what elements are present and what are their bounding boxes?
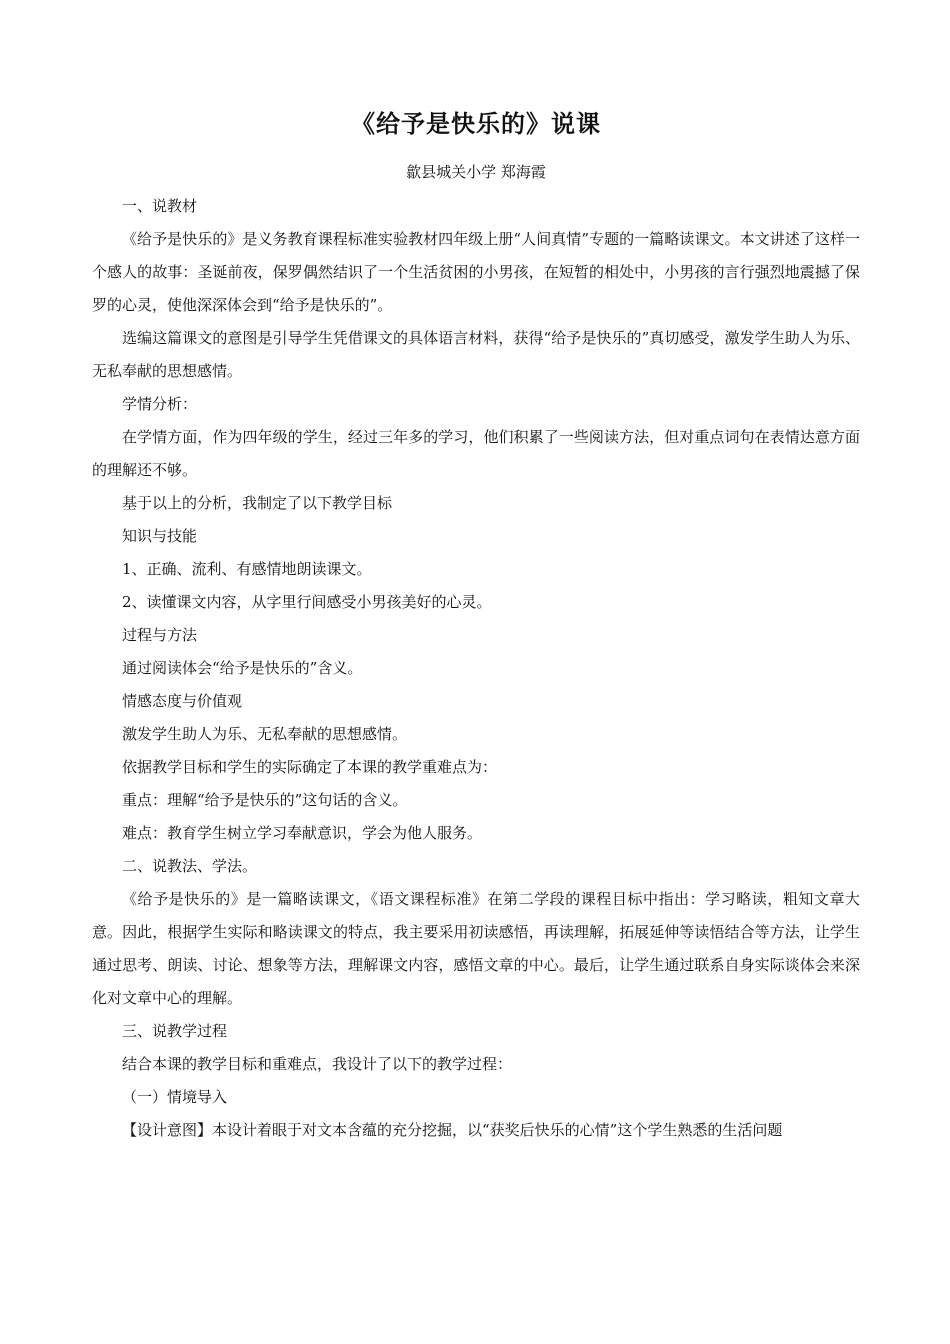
paragraph-design-intent: 【设计意图】本设计着眼于对文本含蕴的充分挖掘，以“获奖后快乐的心情”这个学生熟悉的生活问题 [122,1121,783,1139]
subheading-process-methods: 过程与方法 [122,626,198,644]
document-page [92,108,860,1147]
section-heading-textbook: 一、说教材 [122,197,198,215]
paragraph-emotion-values: 激发学生助人为乐、无私奉献的思想感情。 [122,725,408,743]
section-heading-methods: 二、说教法、学法。 [122,857,258,875]
subheading-emotion-values: 情感态度与价值观 [122,692,243,710]
paragraph-key-point: 重点：理解“给予是快乐的”这句话的含义。 [122,791,408,809]
subheading-learner-analysis: 学情分析： [122,395,198,413]
objective-item-1: 1、正确、流利、有感情地朗读课文。 [122,560,372,578]
paragraph-difficult-point: 难点：教育学生树立学习奉献意识，学会为他人服务。 [122,824,483,842]
paragraph-selection-intent: 选编这篇课文的意图是引导学生凭借课文的具体语言材料，获得“给予是快乐的”真切感受，激发学生助人为乐、无私奉献的思想感情。 [92,329,860,380]
paragraph-objectives-intro: 基于以上的分析，我制定了以下教学目标 [122,494,393,512]
paragraph-process-methods: 通过阅读体会“给予是快乐的”含义。 [122,659,363,677]
paragraph-methods: 《给予是快乐的》是一篇略读课文，《语文课程标准》在第二学段的课程目标中指出：学习略读，粗知文章大意。因此，根据学生实际和略读课文的特点，我主要采用初读感悟，再读理解，拓展延伸等读悟结合等方法，让学生通过思考、朗读、讨论、想象等方法，理解课文内容，感悟文章的中心。最后，让学生通过联系自身实际谈体会来深化对文章中心的理解。 [92,890,860,1007]
paragraph-key-points-intro: 依据教学目标和学生的实际确定了本课的教学重难点为： [122,758,498,776]
objective-item-2: 2、读懂课文内容，从字里行间感受小男孩美好的心灵。 [122,593,492,611]
document-title: 《给予是快乐的》说课 [351,110,601,138]
section-heading-process: 三、说教学过程 [122,1022,228,1040]
paragraph-textbook-intro: 《给予是快乐的》是义务教育课程标准实验教材四年级上册“人间真情”专题的一篇略读课文。本文讲述了这样一个感人的故事：圣诞前夜，保罗偶然结识了一个生活贫困的小男孩，在短暂的相处中，小男孩的言行强烈地震撼了保罗的心灵，使他深深体会到“给予是快乐的”。 [92,230,860,314]
paragraph-process-intro: 结合本课的教学目标和重难点，我设计了以下的教学过程： [122,1055,513,1073]
paragraph-learner-analysis: 在学情方面，作为四年级的学生，经过三年多的学习，他们积累了一些阅读方法，但对重点词句在表情达意方面的理解还不够。 [92,428,860,479]
subheading-knowledge-skills: 知识与技能 [122,527,198,545]
document-author: 歙县城关小学 郑海霞 [406,163,546,181]
subheading-situation-intro: （一）情境导入 [122,1088,228,1106]
